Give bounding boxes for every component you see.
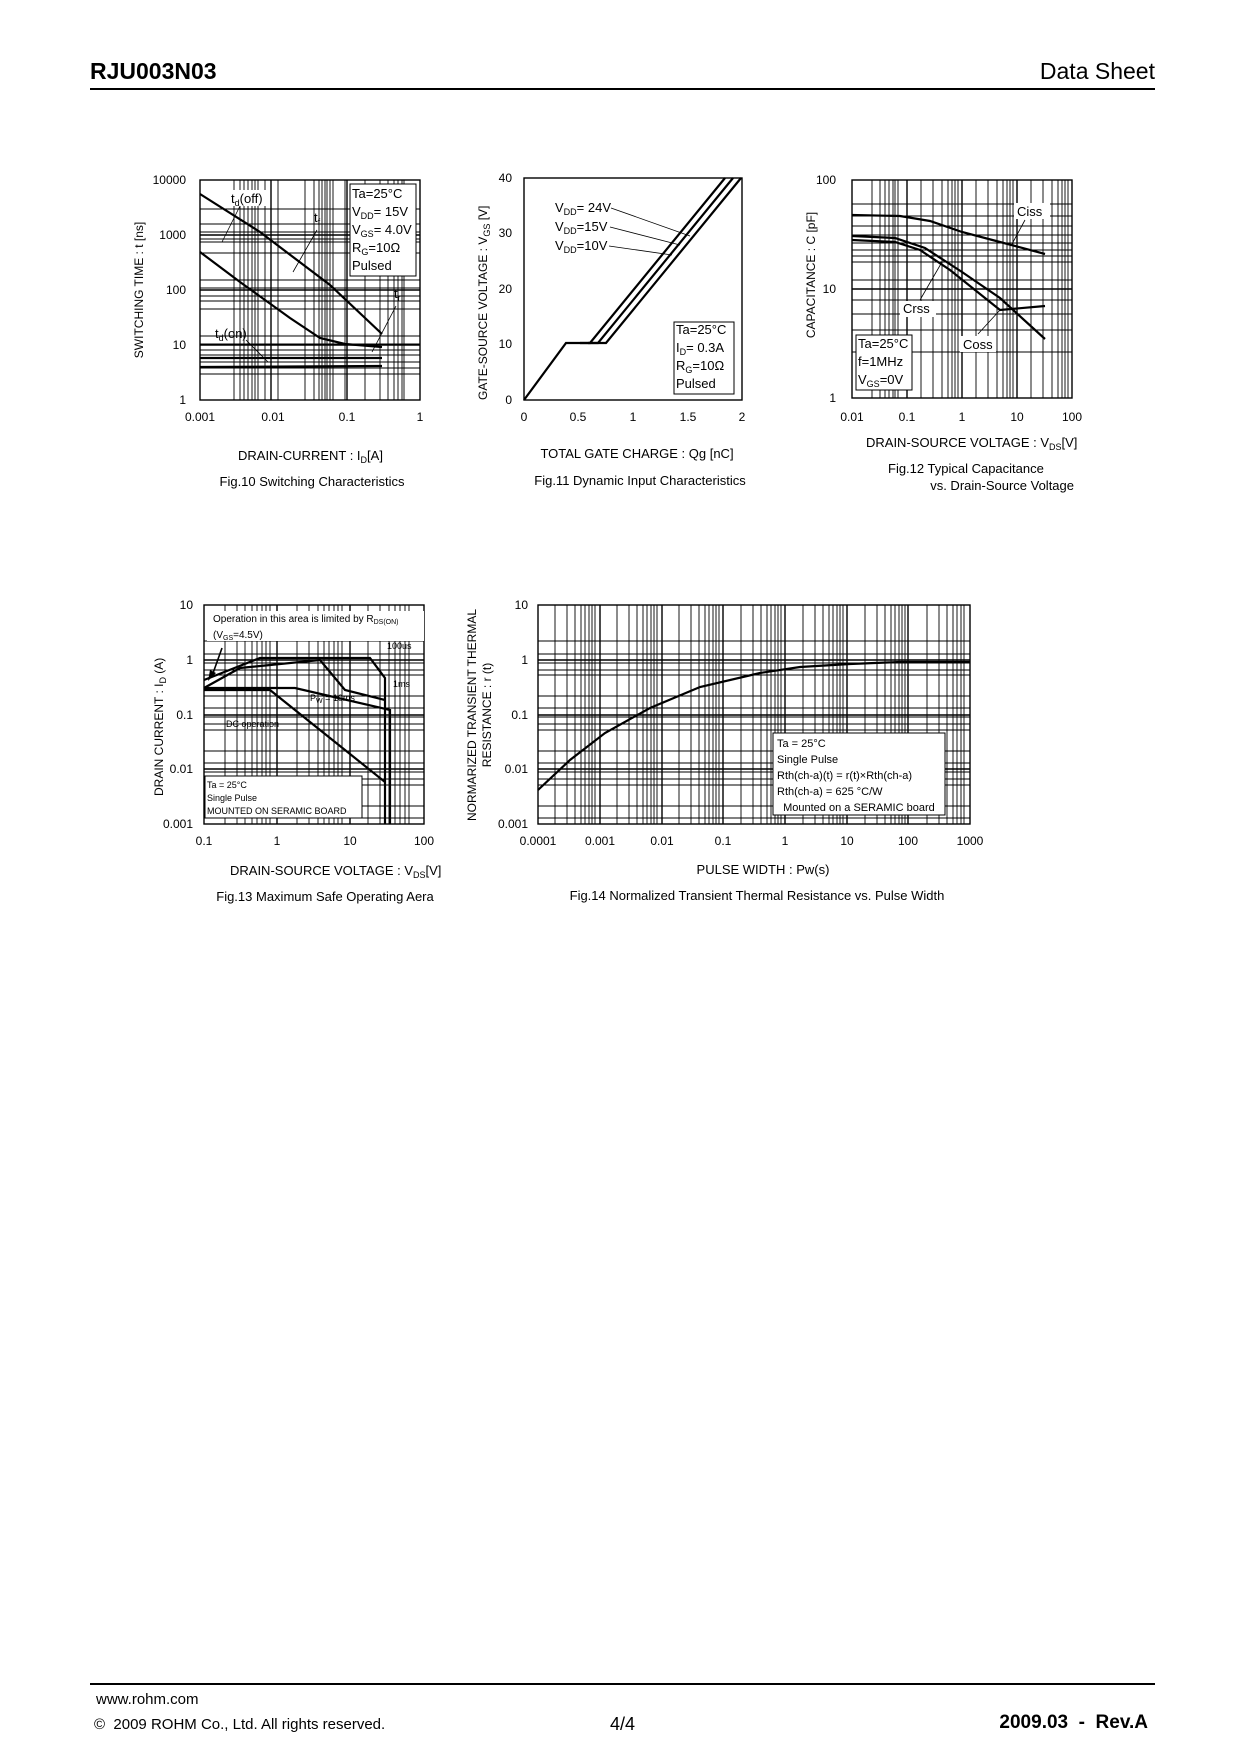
fig10-ytick: 10000 bbox=[152, 173, 186, 187]
fig13-ytick: 0.1 bbox=[176, 708, 193, 722]
fig12-ytick: 10 bbox=[822, 282, 836, 296]
fig14-ytick: 1 bbox=[521, 653, 528, 667]
copyright-text: 2009 ROHM Co., Ltd. All rights reserved. bbox=[113, 1716, 386, 1733]
fig13-ytick: 0.001 bbox=[162, 817, 193, 831]
fig10-ytick: 10 bbox=[172, 338, 186, 352]
fig11-series-labels: $V_{DD}= 24V$ $V_{DD}=15V$ $V_{DD}=10V$ bbox=[555, 200, 612, 255]
fig14-caption: Fig.14 Normalized Transient Thermal Resistance vs. Pulse Width bbox=[569, 888, 945, 903]
fig12-leader bbox=[1012, 220, 1025, 244]
fig10-xtick: 0.01 bbox=[261, 410, 285, 424]
fig10-xtick: 0.001 bbox=[184, 410, 216, 424]
fig11-ytick: 20 bbox=[498, 282, 512, 296]
fig13-x-ticks bbox=[196, 834, 435, 848]
fig12-xtick: 0.1 bbox=[898, 410, 916, 424]
fig14-xtick: 0.1 bbox=[714, 834, 732, 848]
fig12-leader bbox=[920, 262, 942, 300]
fig12-label-ciss: Ciss bbox=[1017, 204, 1043, 219]
fig10-label-td-off: $t_d(off)$ bbox=[231, 191, 263, 208]
fig13-x-label: DRAIN-SOURCE VOLTAGE : $V_{DS}[V]$ bbox=[230, 863, 442, 880]
fig11-x-ticks bbox=[521, 410, 746, 424]
fig10-label-td-on: $t_d(on)$ bbox=[215, 326, 247, 343]
fig10-xtick: 0.1 bbox=[338, 410, 356, 424]
fig13-y-ticks bbox=[163, 598, 193, 831]
fig12-xtick: 10 bbox=[1010, 410, 1024, 424]
fig11-x-label: TOTAL GATE CHARGE : Qg [nC] bbox=[540, 446, 734, 461]
fig11-y-ticks bbox=[499, 171, 513, 407]
fig14-xtick: 10 bbox=[840, 834, 854, 848]
fig10-x-ticks bbox=[185, 410, 424, 424]
fig14-y-ticks bbox=[498, 598, 528, 831]
fig12-xtick: 100 bbox=[1061, 410, 1083, 424]
fig13-curve-dc bbox=[204, 690, 385, 782]
fig12-label-coss: Coss bbox=[963, 337, 993, 352]
fig14-xtick: 0.0001 bbox=[519, 834, 557, 848]
fig13-xtick: 100 bbox=[413, 834, 435, 848]
fig10-ytick: 1 bbox=[179, 393, 186, 407]
fig14-ytick: 0.01 bbox=[504, 762, 528, 776]
fig13-xtick: 1 bbox=[273, 834, 281, 848]
fig13-xtick: 0.1 bbox=[195, 834, 213, 848]
part-number: RJU003N03 bbox=[90, 58, 217, 84]
fig12-label-crss: Crss bbox=[903, 301, 930, 316]
fig11-y-label: GATE-SOURCE VOLTAGE : $V_{GS}$ [V] bbox=[476, 205, 492, 400]
fig10-label-tf: $t_f$ bbox=[314, 210, 321, 227]
document-type: Data Sheet bbox=[1039, 58, 1155, 84]
fig11-xtick: 0 bbox=[520, 410, 528, 424]
fig12-y-ticks bbox=[816, 173, 836, 405]
fig13-note: Operation in this area is limited by $R_{DS(ON)}$ $(V_{GS}=4.5V)$ bbox=[213, 614, 399, 642]
fig13-safe-operating-area bbox=[152, 598, 441, 904]
fig11-xtick: 1.5 bbox=[679, 410, 697, 424]
fig11-leader bbox=[610, 227, 680, 245]
fig11-dynamic-input-characteristics bbox=[476, 171, 746, 488]
fig11-caption: Fig.11 Dynamic Input Characteristics bbox=[534, 473, 746, 488]
fig11-xtick: 2 bbox=[738, 410, 746, 424]
fig10-curve-td-on bbox=[200, 366, 382, 367]
fig14-ytick: 0.001 bbox=[497, 817, 528, 831]
fig14-ytick: 0.1 bbox=[511, 708, 528, 722]
fig11-ytick: 30 bbox=[498, 226, 512, 240]
fig11-ytick: 40 bbox=[498, 171, 512, 185]
fig13-label-1ms: 1ms bbox=[393, 679, 411, 689]
fig10-x-label: DRAIN-CURRENT : $I_D[A]$ bbox=[238, 448, 383, 465]
fig13-label-100us: 100us bbox=[387, 641, 412, 651]
fig11-ytick: 10 bbox=[498, 337, 512, 351]
fig10-caption: Fig.10 Switching Characteristics bbox=[219, 474, 405, 489]
fig12-ytick: 1 bbox=[829, 391, 836, 405]
fig13-ytick: 10 bbox=[179, 598, 193, 612]
fig12-curve-ciss bbox=[852, 215, 1045, 254]
fig11-leader bbox=[611, 208, 690, 236]
fig12-caption-line2: vs. Drain-Source Voltage bbox=[930, 478, 1074, 493]
fig11-leader bbox=[609, 246, 672, 255]
fig13-ytick: 1 bbox=[186, 653, 193, 667]
fig10-xtick: 1 bbox=[416, 410, 424, 424]
fig14-y-label-line2: RESISTANCE : r (t) bbox=[480, 662, 494, 768]
fig14-ytick: 10 bbox=[514, 598, 528, 612]
fig11-xtick: 0.5 bbox=[569, 410, 587, 424]
footer-url[interactable]: www.rohm.com bbox=[96, 1691, 199, 1708]
fig12-xtick: 1 bbox=[958, 410, 966, 424]
fig13-ytick: 0.01 bbox=[169, 762, 193, 776]
fig12-caption-line1: Fig.12 Typical Capacitance bbox=[888, 461, 1044, 476]
fig13-label-dc: DC operation bbox=[226, 719, 280, 729]
fig12-ytick: 100 bbox=[815, 173, 836, 187]
fig14-x-label: PULSE WIDTH : Pw(s) bbox=[696, 862, 830, 877]
fig12-curve-crss bbox=[852, 236, 1045, 339]
fig14-transient-thermal-resistance bbox=[465, 598, 984, 903]
page-number: 4/4 bbox=[610, 1714, 636, 1734]
fig13-xtick: 10 bbox=[343, 834, 357, 848]
copyright-icon: © bbox=[94, 1716, 106, 1733]
fig10-ytick: 1000 bbox=[159, 228, 186, 242]
fig10-conditions: Ta=25°C $V_{DD}= 15V$ $V_{GS}= 4.0V$ $R_G=10\Omega$ Pulsed bbox=[352, 186, 412, 273]
fig12-y-label: CAPACITANCE : C [pF] bbox=[804, 211, 818, 339]
fig11-conditions: Ta=25°C $I_D= 0.3A$ $R_G=10\Omega$ Pulsed bbox=[676, 322, 727, 391]
fig10-switching-characteristics bbox=[132, 173, 424, 489]
fig11-ytick: 0 bbox=[505, 393, 512, 407]
fig13-caption: Fig.13 Maximum Safe Operating Aera bbox=[216, 889, 434, 904]
fig10-label-tr: $t_r$ bbox=[394, 286, 401, 303]
fig10-ytick: 100 bbox=[165, 283, 186, 297]
fig14-xtick: 0.01 bbox=[650, 834, 674, 848]
fig14-x-ticks bbox=[520, 834, 984, 848]
fig14-xtick: 100 bbox=[897, 834, 919, 848]
fig14-xtick: 0.001 bbox=[584, 834, 616, 848]
fig12-x-label: DRAIN-SOURCE VOLTAGE : $V_{DS}[V]$ bbox=[866, 435, 1078, 452]
fig13-conditions: Ta = 25°C Single Pulse MOUNTED ON SERAMIC BOARD bbox=[207, 780, 347, 816]
fig12-typical-capacitance bbox=[804, 173, 1082, 493]
fig10-y-label: SWITCHING TIME : t [ns] bbox=[132, 221, 146, 359]
fig12-conditions: Ta=25°C f=1MHz $V_{GS}=0V$ bbox=[858, 336, 909, 389]
footer-rule bbox=[90, 1683, 1155, 1685]
fig12-curve-coss bbox=[852, 240, 1045, 310]
fig13-y-label: DRAIN CURRENT : $I_D$ (A) bbox=[152, 657, 168, 796]
fig12-xtick: 0.01 bbox=[840, 410, 864, 424]
fig14-y-label-line1: NORMARIZED TRANSIENT THERMAL bbox=[465, 608, 479, 822]
revision: 2009.03 - Rev.A bbox=[999, 1712, 1148, 1733]
fig10-y-ticks bbox=[153, 173, 187, 407]
fig12-x-ticks bbox=[840, 410, 1082, 424]
fig13-label-pw: $P_W = 10ms$ bbox=[310, 693, 355, 705]
fig14-xtick: 1000 bbox=[956, 834, 984, 848]
fig14-conditions: Ta = 25°C Single Pulse Rth(ch-a)(t) = r(t)×Rth(ch-a) Rth(ch-a) = 625 °C/W Mounted on a SERAMIC board bbox=[777, 738, 935, 814]
fig14-xtick: 1 bbox=[781, 834, 789, 848]
fig11-xtick: 1 bbox=[629, 410, 637, 424]
footer-copyright bbox=[94, 1716, 385, 1733]
fig13-curve-1ms bbox=[204, 660, 385, 700]
